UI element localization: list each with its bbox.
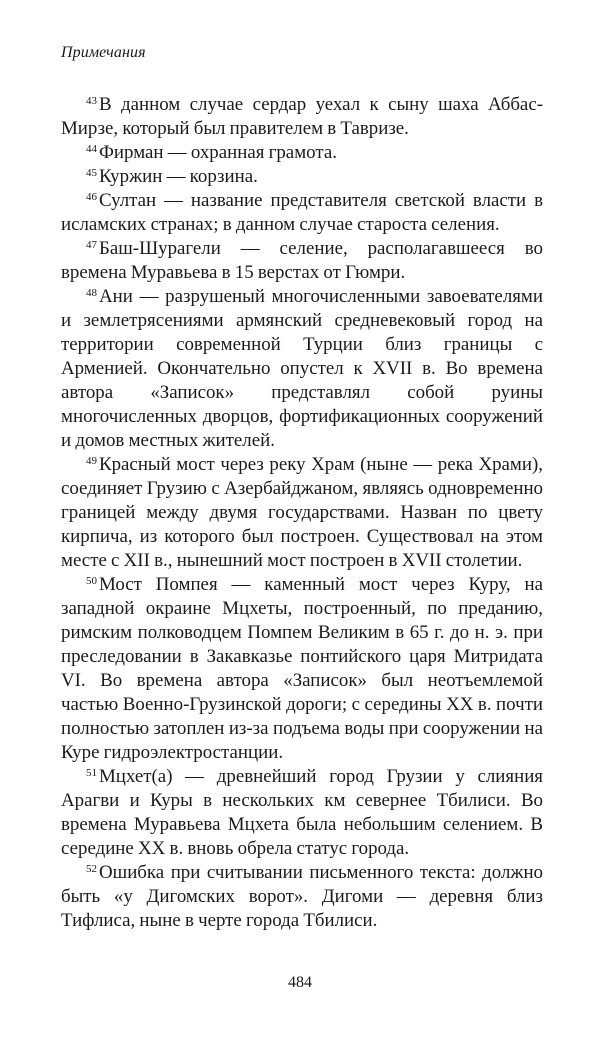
note-45	[61, 165, 543, 189]
note-text: Ани — разрушеный многочисленными завоевателями и землетрясениями армянский средневековый город на территории современной Турции близ границы с Арменией. Окончательно опустел к XVII в. Во времена автора «Записок» представлял собой руины многочисленных дворцов, фортификационных сооружений и домов местных жителей.	[61, 286, 543, 451]
note-number: 43	[86, 95, 97, 107]
note-text: Фирман — охранная грамота.	[99, 142, 337, 163]
note-48	[61, 285, 543, 453]
note-number: 51	[86, 767, 97, 779]
note-50	[61, 573, 543, 765]
note-number: 45	[86, 167, 97, 179]
note-text: Мост Помпея — каменный мост через Куру, на западной окраине Мцхеты, построенный, по преданию, римским полководцем Помпем Великим в 65 г. до н. э. при преследовании в Закавказье понтийского царя Митридата VI. Во времена автора «Записок» был неотъемлемой частью Военно-Грузинской дороги; с середины XX в. почти полностью затоплен из-за подъема воды при сооружении на Куре гидроэлектростанции.	[61, 574, 543, 763]
note-49	[61, 453, 543, 573]
note-52	[61, 861, 543, 933]
note-46	[61, 189, 543, 237]
note-text: Баш-Шурагели — селение, располагавшееся во времена Муравьева в 15 верстах от Гюмри.	[61, 238, 543, 283]
note-51	[61, 765, 543, 861]
note-number: 50	[86, 575, 97, 587]
note-text: Ошибка при считывании письменного текста: должно быть «у Дигомских ворот». Дигоми — деревня близ Тифлиса, ныне в черте города Тбилиси.	[61, 862, 543, 931]
note-47	[61, 237, 543, 285]
note-number: 49	[86, 455, 97, 467]
notes-list	[61, 93, 543, 933]
note-number: 48	[86, 287, 97, 299]
note-number: 44	[86, 143, 97, 155]
note-text: В данном случае сердар уехал к сыну шаха Аббас-Мирзе, который был правителем в Тавризе.	[61, 94, 543, 139]
note-number: 47	[86, 239, 97, 251]
note-43	[61, 93, 543, 141]
running-head: Примечания	[61, 44, 146, 61]
note-number: 46	[86, 191, 97, 203]
note-text: Мцхет(а) — древнейший город Грузии у слияния Арагви и Куры в нескольких км севернее Тбилиси. Во времена Муравьева Мцхета была небольшим селением. В середине XX в. вновь обрела статус города.	[61, 766, 543, 859]
page-number: 484	[288, 974, 312, 991]
note-text: Красный мост через реку Храм (ныне — река Храми), соединяет Грузию с Азербайджаном, являясь одновременно границей между двумя государствами. Назван по цвету кирпича, из которого был построен. Существовал на этом месте с XII в., нынешний мост построен в XVII столетии.	[61, 454, 543, 571]
note-text: Султан — название представителя светской власти в исламских странах; в данном случае староста селения.	[61, 190, 543, 235]
note-44	[61, 141, 543, 165]
note-text: Куржин — корзина.	[99, 166, 258, 187]
note-number: 52	[86, 863, 97, 875]
